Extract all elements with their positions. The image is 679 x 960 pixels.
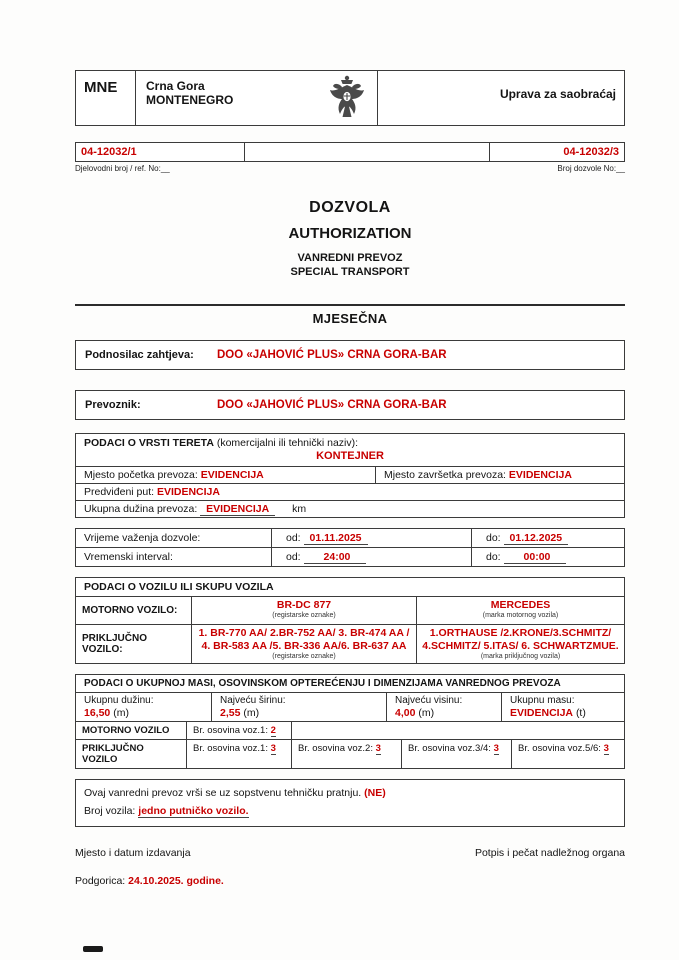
cargo-total-unit: km xyxy=(292,503,307,515)
trailer-axle-value-2: 3 xyxy=(375,743,381,754)
cargo-route-value: EVIDENCIJA xyxy=(156,486,220,498)
trailer-axle-value-4: 3 xyxy=(603,743,609,754)
trailer-label: PRIKLJUČNO VOZILO: xyxy=(82,633,148,655)
escort-section xyxy=(75,779,625,827)
validity-label: Vrijeme važenja dozvole: xyxy=(84,532,201,544)
dimensions-section xyxy=(75,674,625,769)
permit-number-cell xyxy=(490,143,624,161)
authorization-document xyxy=(75,70,625,887)
plate-note: (registarske oznake) xyxy=(272,612,336,619)
valid-to-date: 01.12.2025 xyxy=(504,532,569,545)
permit-number-label: Broj dozvole No:__ xyxy=(557,164,625,173)
total-length-cell xyxy=(76,693,211,721)
max-width-label: Najveću širinu: xyxy=(220,695,286,706)
signature-label: Potpis i pečat nadležnog organa xyxy=(474,847,625,859)
escort-vehicles-value: jedno putničko vozilo. xyxy=(138,805,249,817)
authority-name: Uprava za saobraćaj xyxy=(499,87,616,101)
trailer-brand-note: (marka priključnog vozila) xyxy=(480,653,561,660)
trailer-plates-cell xyxy=(191,625,416,663)
cargo-start-label: Mjesto početka prevoza: xyxy=(84,469,198,481)
trailer-axle-value-1: 3 xyxy=(270,743,276,754)
vehicles-section-title: PODACI O VOZILU ILI SKUPU VOZILA xyxy=(84,581,274,593)
motor-brand: MERCEDES xyxy=(490,599,551,611)
cargo-section-title: PODACI O VRSTI TERETA xyxy=(84,437,214,449)
time-interval-row xyxy=(76,547,624,566)
title-authorization: AUTHORIZATION xyxy=(288,225,412,242)
motor-axle-label: Br. osovina voz.1: xyxy=(193,725,268,736)
max-width-value: 2,55 xyxy=(220,707,241,719)
motor-plate: BR-DC 877 xyxy=(276,599,332,611)
applicant-value: DOO «JAHOVIĆ PLUS» CRNA GORA-BAR xyxy=(217,349,447,361)
footer-labels xyxy=(75,847,625,859)
ref-number: 04-12032/1 xyxy=(81,146,137,158)
max-width-cell xyxy=(211,693,386,721)
total-mass-value: EVIDENCIJA xyxy=(510,707,574,719)
trailer-axle-label-2: Br. osovina voz.2: xyxy=(298,743,373,754)
cargo-places-row xyxy=(76,466,624,483)
trailer-axles-row xyxy=(76,739,624,768)
ref-number-label: Djelovodni broj / ref. No:__ xyxy=(75,164,170,173)
title-dozvola: DOZVOLA xyxy=(309,199,391,216)
interval-from-time: 24:00 xyxy=(304,551,367,564)
carrier-label: Prevoznik: xyxy=(85,399,141,411)
motor-axles-cell xyxy=(186,722,291,739)
max-height-unit: (m) xyxy=(418,707,435,719)
period-label: MJESEČNA xyxy=(312,311,388,326)
escort-line1 xyxy=(84,784,616,802)
cargo-total-value: EVIDENCIJA xyxy=(200,503,275,516)
motor-vehicle-row xyxy=(76,596,624,624)
issue-place-label: Mjesto i datum izdavanja xyxy=(75,847,191,859)
vehicles-section xyxy=(75,577,625,664)
motor-plate-cell xyxy=(191,597,416,624)
trailer-axle-cell-4 xyxy=(511,740,624,768)
cargo-section xyxy=(75,433,625,518)
plate-note: (registarske oznake) xyxy=(272,653,336,660)
subtitle-vanredni-prevoz: VANREDNI PREVOZ xyxy=(297,252,403,264)
trailer-axle-label-3: Br. osovina voz.3/4: xyxy=(408,743,491,754)
coat-of-arms-icon xyxy=(329,75,365,126)
validity-section xyxy=(75,528,625,567)
cargo-end-cell xyxy=(376,467,624,483)
trailer-axle-cell-2 xyxy=(291,740,401,768)
document-titles xyxy=(75,199,625,278)
divider-line xyxy=(75,304,625,306)
total-mass-cell xyxy=(501,693,624,721)
reference-number-row xyxy=(75,142,625,162)
cargo-route-label: Predviđeni put: xyxy=(84,486,155,498)
cargo-section-note: (komercijalni ili tehnički naziv): xyxy=(216,437,359,449)
total-length-label: Ukupnu dužinu: xyxy=(84,695,154,706)
escort-line2 xyxy=(84,802,616,820)
trailer-row-label: PRIKLJUČNO VOZILO xyxy=(82,743,144,765)
trailer-plates-line1: 1. BR-770 AA/ 2.BR-752 AA/ 3. BR-474 AA / xyxy=(198,627,410,639)
cargo-total-label: Ukupna dužina prevoza: xyxy=(84,503,198,515)
validity-from-cell xyxy=(271,529,471,547)
scan-artifact xyxy=(83,946,103,952)
trailer-axle-value-3: 3 xyxy=(493,743,499,754)
interval-from-cell xyxy=(271,548,471,566)
escort-answer: (NE) xyxy=(364,787,386,799)
motor-axles-empty xyxy=(291,722,624,739)
carrier-box xyxy=(75,390,625,420)
permit-number: 04-12032/3 xyxy=(563,146,619,158)
issue-date: 24.10.2025. godine. xyxy=(128,875,224,887)
total-mass-label: Ukupnu masu: xyxy=(510,695,575,706)
max-width-unit: (m) xyxy=(243,707,260,719)
escort-statement: Ovaj vanredni prevoz vrši se uz sopstvenu tehničku pratnju. xyxy=(84,787,362,799)
trailer-axle-cell-3 xyxy=(401,740,511,768)
trailer-axle-label-1: Br. osovina voz.1: xyxy=(193,743,268,754)
ref-number-cell xyxy=(76,143,245,161)
cargo-start-cell xyxy=(76,467,376,483)
ref-empty-cell xyxy=(245,143,490,161)
interval-to-time: 00:00 xyxy=(504,551,567,564)
applicant-label: Podnosilac zahtjeva: xyxy=(85,349,194,361)
document-header xyxy=(75,70,625,126)
subtitle-special-transport: SPECIAL TRANSPORT xyxy=(290,266,410,278)
trailer-row xyxy=(76,624,624,663)
max-height-value: 4,00 xyxy=(395,707,416,719)
valid-from-date: 01.11.2025 xyxy=(304,532,368,545)
max-height-label: Najveću visinu: xyxy=(395,695,463,706)
header-middle xyxy=(136,71,378,125)
cargo-end-value: EVIDENCIJA xyxy=(508,469,572,481)
to-label: do: xyxy=(486,551,501,563)
trailer-axle-cell-1 xyxy=(186,740,291,768)
motor-axles-row xyxy=(76,721,624,739)
trailer-brands-line1: 1.ORTHAUSE /2.KRONE/3.SCHMITZ/ xyxy=(429,627,612,639)
cargo-name: KONTEJNER xyxy=(316,450,384,462)
interval-label: Vremenski interval: xyxy=(84,551,173,563)
validity-dates-row xyxy=(76,529,624,547)
cargo-route-row xyxy=(76,483,624,500)
country-code: MNE xyxy=(76,71,136,125)
trailer-axle-label-4: Br. osovina voz.5/6: xyxy=(518,743,601,754)
country-name: Crna Gora xyxy=(146,79,205,93)
to-label: do: xyxy=(486,532,501,544)
dimensions-values-row xyxy=(76,692,624,721)
trailer-plates-line2: 4. BR-583 AA /5. BR-336 AA/6. BR-637 AA xyxy=(201,640,407,652)
total-length-unit: (m) xyxy=(113,707,129,719)
trailer-brands-line2: 4.SCHMITZ/ 5.ITAS/ 6. SCHWARTZMUE. xyxy=(422,640,619,652)
escort-vehicles-label: Broj vozila: xyxy=(84,805,136,817)
interval-to-cell xyxy=(471,548,624,566)
issue-place: Podgorica: xyxy=(75,875,126,887)
total-mass-unit: (t) xyxy=(575,707,586,719)
total-length-value: 16,50 xyxy=(84,707,111,719)
dimensions-section-title: PODACI O UKUPNOJ MASI, OSOVINSKOM OPTEREĆENJU I DIMENZIJAMA VANREDNOG PREVOZA xyxy=(84,678,561,689)
motor-vehicle-label: MOTORNO VOZILO: xyxy=(82,605,178,616)
motor-brand-cell xyxy=(416,597,624,624)
motor-brand-note: (marka motornog vozila) xyxy=(482,612,559,619)
reference-labels xyxy=(75,164,625,173)
validity-to-cell xyxy=(471,529,624,547)
trailer-brands-cell xyxy=(416,625,624,663)
max-height-cell xyxy=(386,693,501,721)
country-name-en: MONTENEGRO xyxy=(146,93,234,107)
cargo-end-label: Mjesto završetka prevoza: xyxy=(384,469,506,481)
cargo-header-row xyxy=(76,434,624,466)
applicant-box xyxy=(75,340,625,370)
cargo-start-value: EVIDENCIJA xyxy=(200,469,264,481)
carrier-value: DOO «JAHOVIĆ PLUS» CRNA GORA-BAR xyxy=(217,399,447,411)
from-label: od: xyxy=(286,532,301,544)
cargo-total-row xyxy=(76,500,624,517)
motor-row-label: MOTORNO VOZILO xyxy=(82,725,170,736)
from-label: od: xyxy=(286,551,301,563)
issue-place-line xyxy=(75,875,625,887)
motor-axle-value: 2 xyxy=(270,725,276,736)
